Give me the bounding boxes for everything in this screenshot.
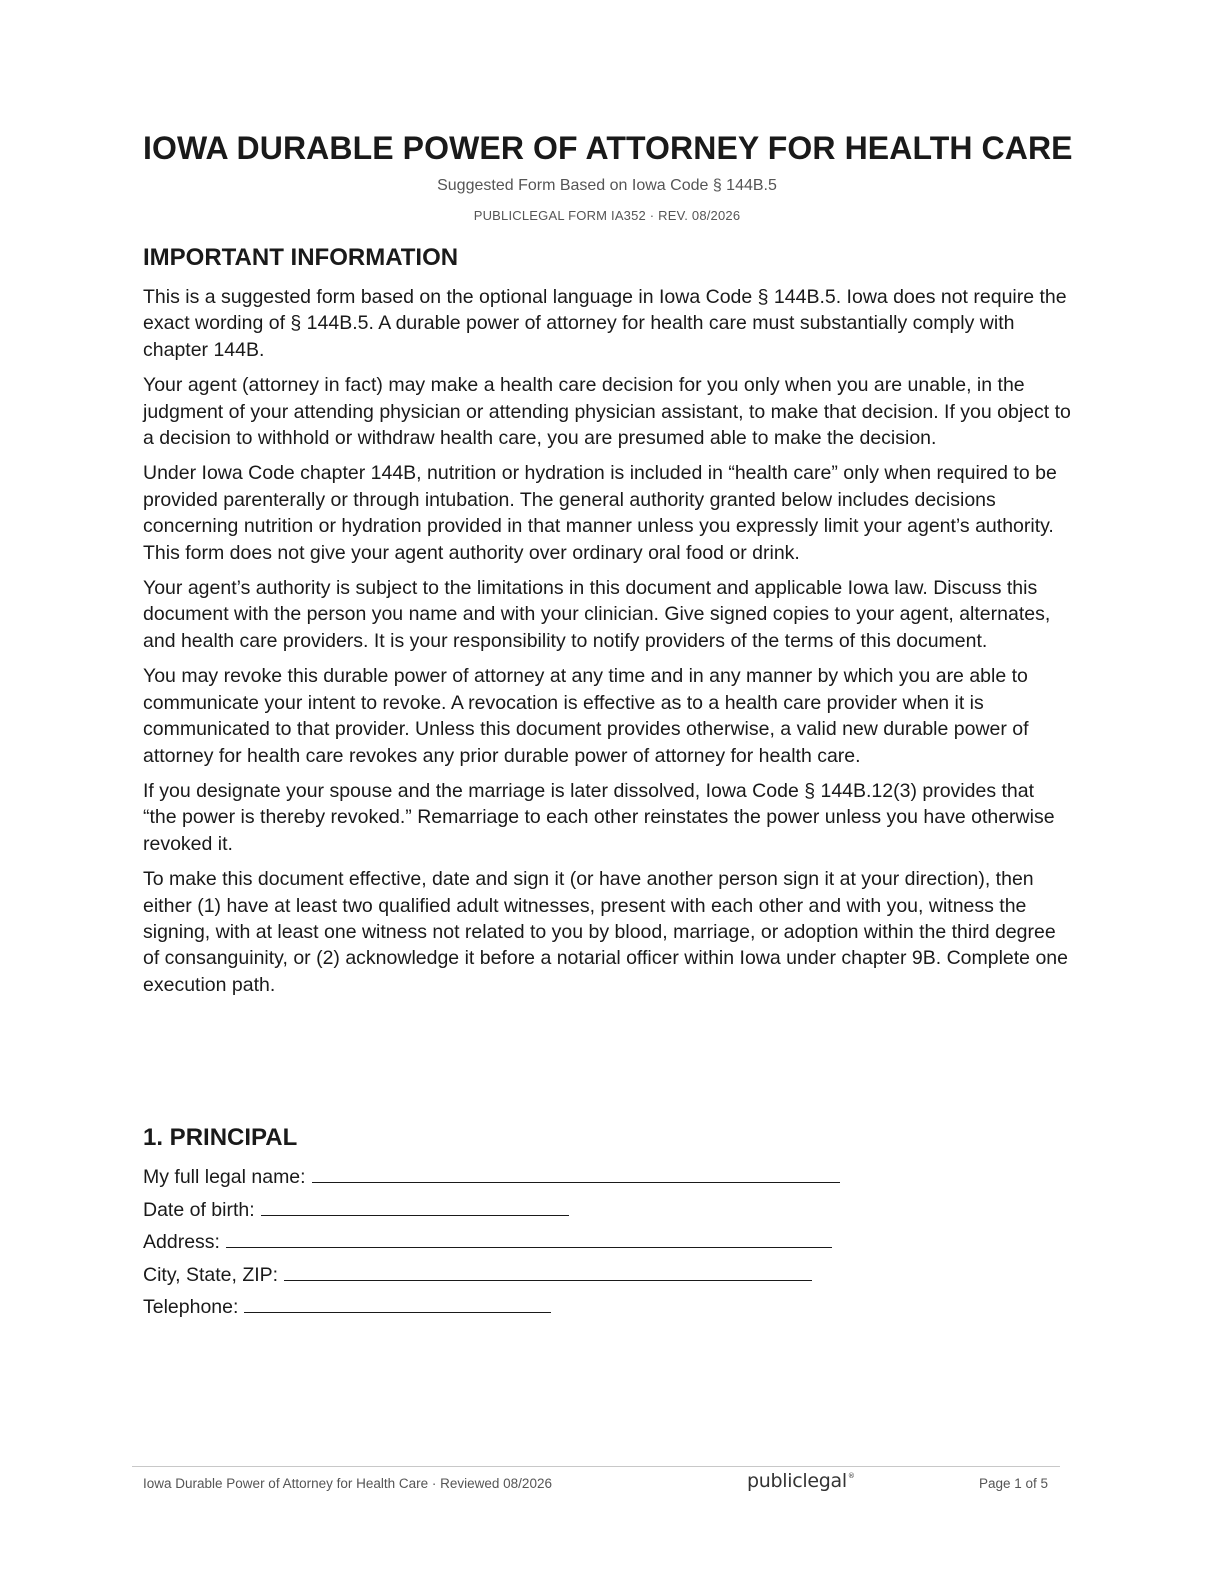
address-label: Address: (143, 1231, 220, 1253)
logo-wordmark: publiclegal (747, 1470, 847, 1492)
principal-heading: 1. PRINCIPAL (143, 1124, 298, 1151)
info-paragraph: If you designate your spouse and the marriage is later dissolved, Iowa Code § 144B.12(3) provides that “the power is thereby revoked.” Remarriage to each other reinstates the power unless you have otherwise revoked it. (143, 779, 1055, 855)
date-of-birth-row (143, 1194, 1073, 1227)
full-name-row (143, 1161, 1073, 1194)
info-paragraph: Your agent’s authority is subject to the limitations in this document and applicable Iowa law. Discuss this document with the person you name and with your clinician. Give signed copies to your agent, alternates, and health care providers. It is your responsibility to notify providers of the terms of this document. (143, 577, 1051, 652)
city-state-zip-row (143, 1259, 1073, 1292)
address-field[interactable] (226, 1227, 832, 1248)
address-row (143, 1226, 1073, 1259)
important-information-body (143, 284, 1073, 1007)
city-state-zip-field[interactable] (284, 1260, 812, 1281)
document-title: IOWA DURABLE POWER OF ATTORNEY FOR HEALTH CARE (143, 130, 1073, 166)
info-paragraph: To make this document effective, date and sign it (or have another person sign it at your direction), then either (1) have at least two qualified adult witnesses, present with each other and with you, witness the signing, with at least one witness not related to you by blood, marriage, or adoption within the third degree of consanguinity, or (2) acknowledge it before a notarial officer within Iowa under chapter 9B. Complete one execution path. (143, 868, 1068, 996)
info-paragraph: You may revoke this durable power of attorney at any time and in any manner by which you are able to communicate your intent to revoke. A revocation is effective as to a health care provider when it is communicated to that provider. Unless this document provides otherwise, a valid new durable power of attorney for health care revokes any prior durable power of attorney for health care. (143, 665, 1029, 767)
info-paragraph: Under Iowa Code chapter 144B, nutrition or hydration is included in “health care” only when required to be provided parenterally or through intubation. The general authority granted below includes decisions concerning nutrition or hydration provided in that manner unless you expressly limit your agent’s authority. This form does not give your agent authority over ordinary oral food or drink. (143, 462, 1057, 564)
date-of-birth-label: Date of birth: (143, 1198, 255, 1221)
publiclegal-logo (747, 1470, 855, 1492)
principal-fields (143, 1161, 1073, 1324)
page-footer (132, 1466, 1060, 1492)
document-subtitle: Suggested Form Based on Iowa Code § 144B.5 (437, 177, 777, 194)
full-name-label: My full legal name: (143, 1166, 306, 1188)
info-paragraph: This is a suggested form based on the optional language in Iowa Code § 144B.5. Iowa does not require the exact wording of § 144B.5. A durable power of attorney for health care must substantially comply with chapter 144B. (143, 286, 1067, 361)
registered-mark: ® (847, 1472, 855, 1480)
telephone-label: Telephone: (143, 1296, 239, 1318)
city-state-zip-label: City, State, ZIP: (143, 1263, 279, 1286)
info-paragraph: Your agent (attorney in fact) may make a health care decision for you only when you are unable, in the judgment of your attending physician or attending physician assistant, to make that decision. If you object to a decision to withhold or withdraw health care, you are presumed able to make the decision. (143, 374, 1071, 450)
full-name-field[interactable] (312, 1162, 840, 1183)
telephone-field[interactable] (244, 1292, 551, 1313)
date-of-birth-field[interactable] (261, 1195, 569, 1216)
form-number: PUBLICLEGAL FORM IA352 · REV. 08/2026 (473, 208, 741, 223)
footer-document-name: Iowa Durable Power of Attorney for Health Care · Reviewed 08/2026 (143, 1476, 552, 1491)
important-information-heading: IMPORTANT INFORMATION (143, 244, 459, 271)
page-number: Page 1 of 5 (978, 1476, 1048, 1491)
telephone-row (143, 1291, 1073, 1324)
